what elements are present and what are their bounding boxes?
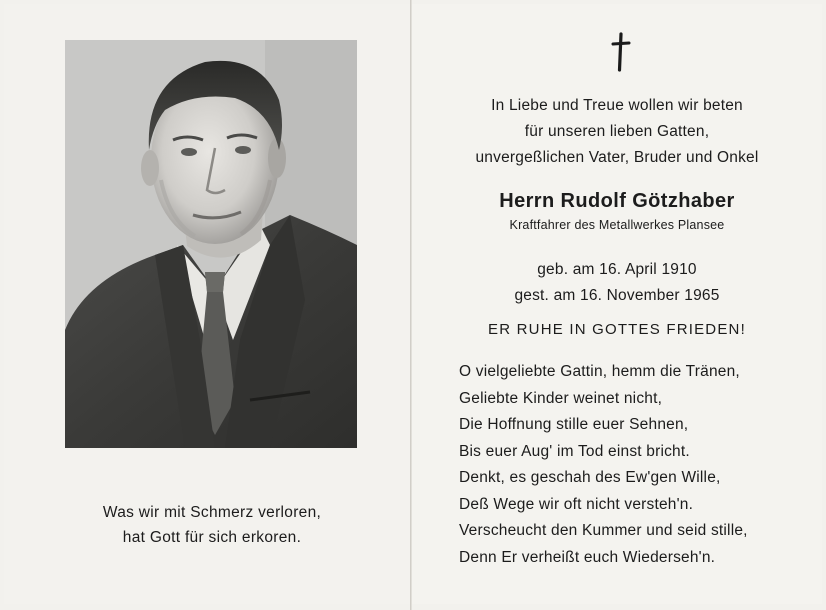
poem-line: Denn Er verheißt euch Wiederseh'n. — [459, 548, 716, 566]
occupation: Kraftfahrer des Metallwerkes Plansee — [509, 218, 725, 232]
poem-line: Bis euer Aug' im Tod einst bricht. — [459, 442, 690, 460]
left-verse-line: hat Gott für sich erkoren. — [122, 529, 302, 546]
poem-line: Geliebte Kinder weinet nicht, — [459, 389, 663, 407]
poem — [459, 359, 748, 571]
intro-line: unvergeßlichen Vater, Bruder und Onkel — [475, 149, 759, 166]
left-verse-line: Was wir mit Schmerz verloren, — [102, 504, 322, 521]
intro-text — [412, 93, 822, 171]
portrait-photo — [65, 40, 357, 448]
poem-line: Die Hoffnung stille euer Sehnen, — [459, 416, 689, 433]
poem-line: Verscheucht den Kummer und seid stille, — [459, 522, 748, 539]
death-date: gest. am 16. November 1965 — [514, 287, 720, 304]
rest-in-peace: ER RUHE IN GOTTES FRIEDEN! — [488, 321, 746, 338]
poem-line: Deß Wege wir oft nicht versteh'n. — [459, 495, 694, 513]
left-verse — [62, 500, 362, 550]
poem-line: Denkt, es geschah des Ew'gen Wille, — [459, 469, 721, 486]
birth-date: geb. am 16. April 1910 — [537, 261, 697, 278]
cross-icon — [611, 32, 631, 72]
poem-line: O vielgeliebte Gattin, hemm die Tränen, — [459, 363, 740, 380]
intro-line: In Liebe und Treue wollen wir beten — [491, 97, 743, 114]
deceased-name: Herrn Rudolf Götzhaber — [499, 190, 735, 212]
life-dates — [412, 257, 822, 309]
intro-line: für unseren lieben Gatten, — [524, 123, 710, 140]
